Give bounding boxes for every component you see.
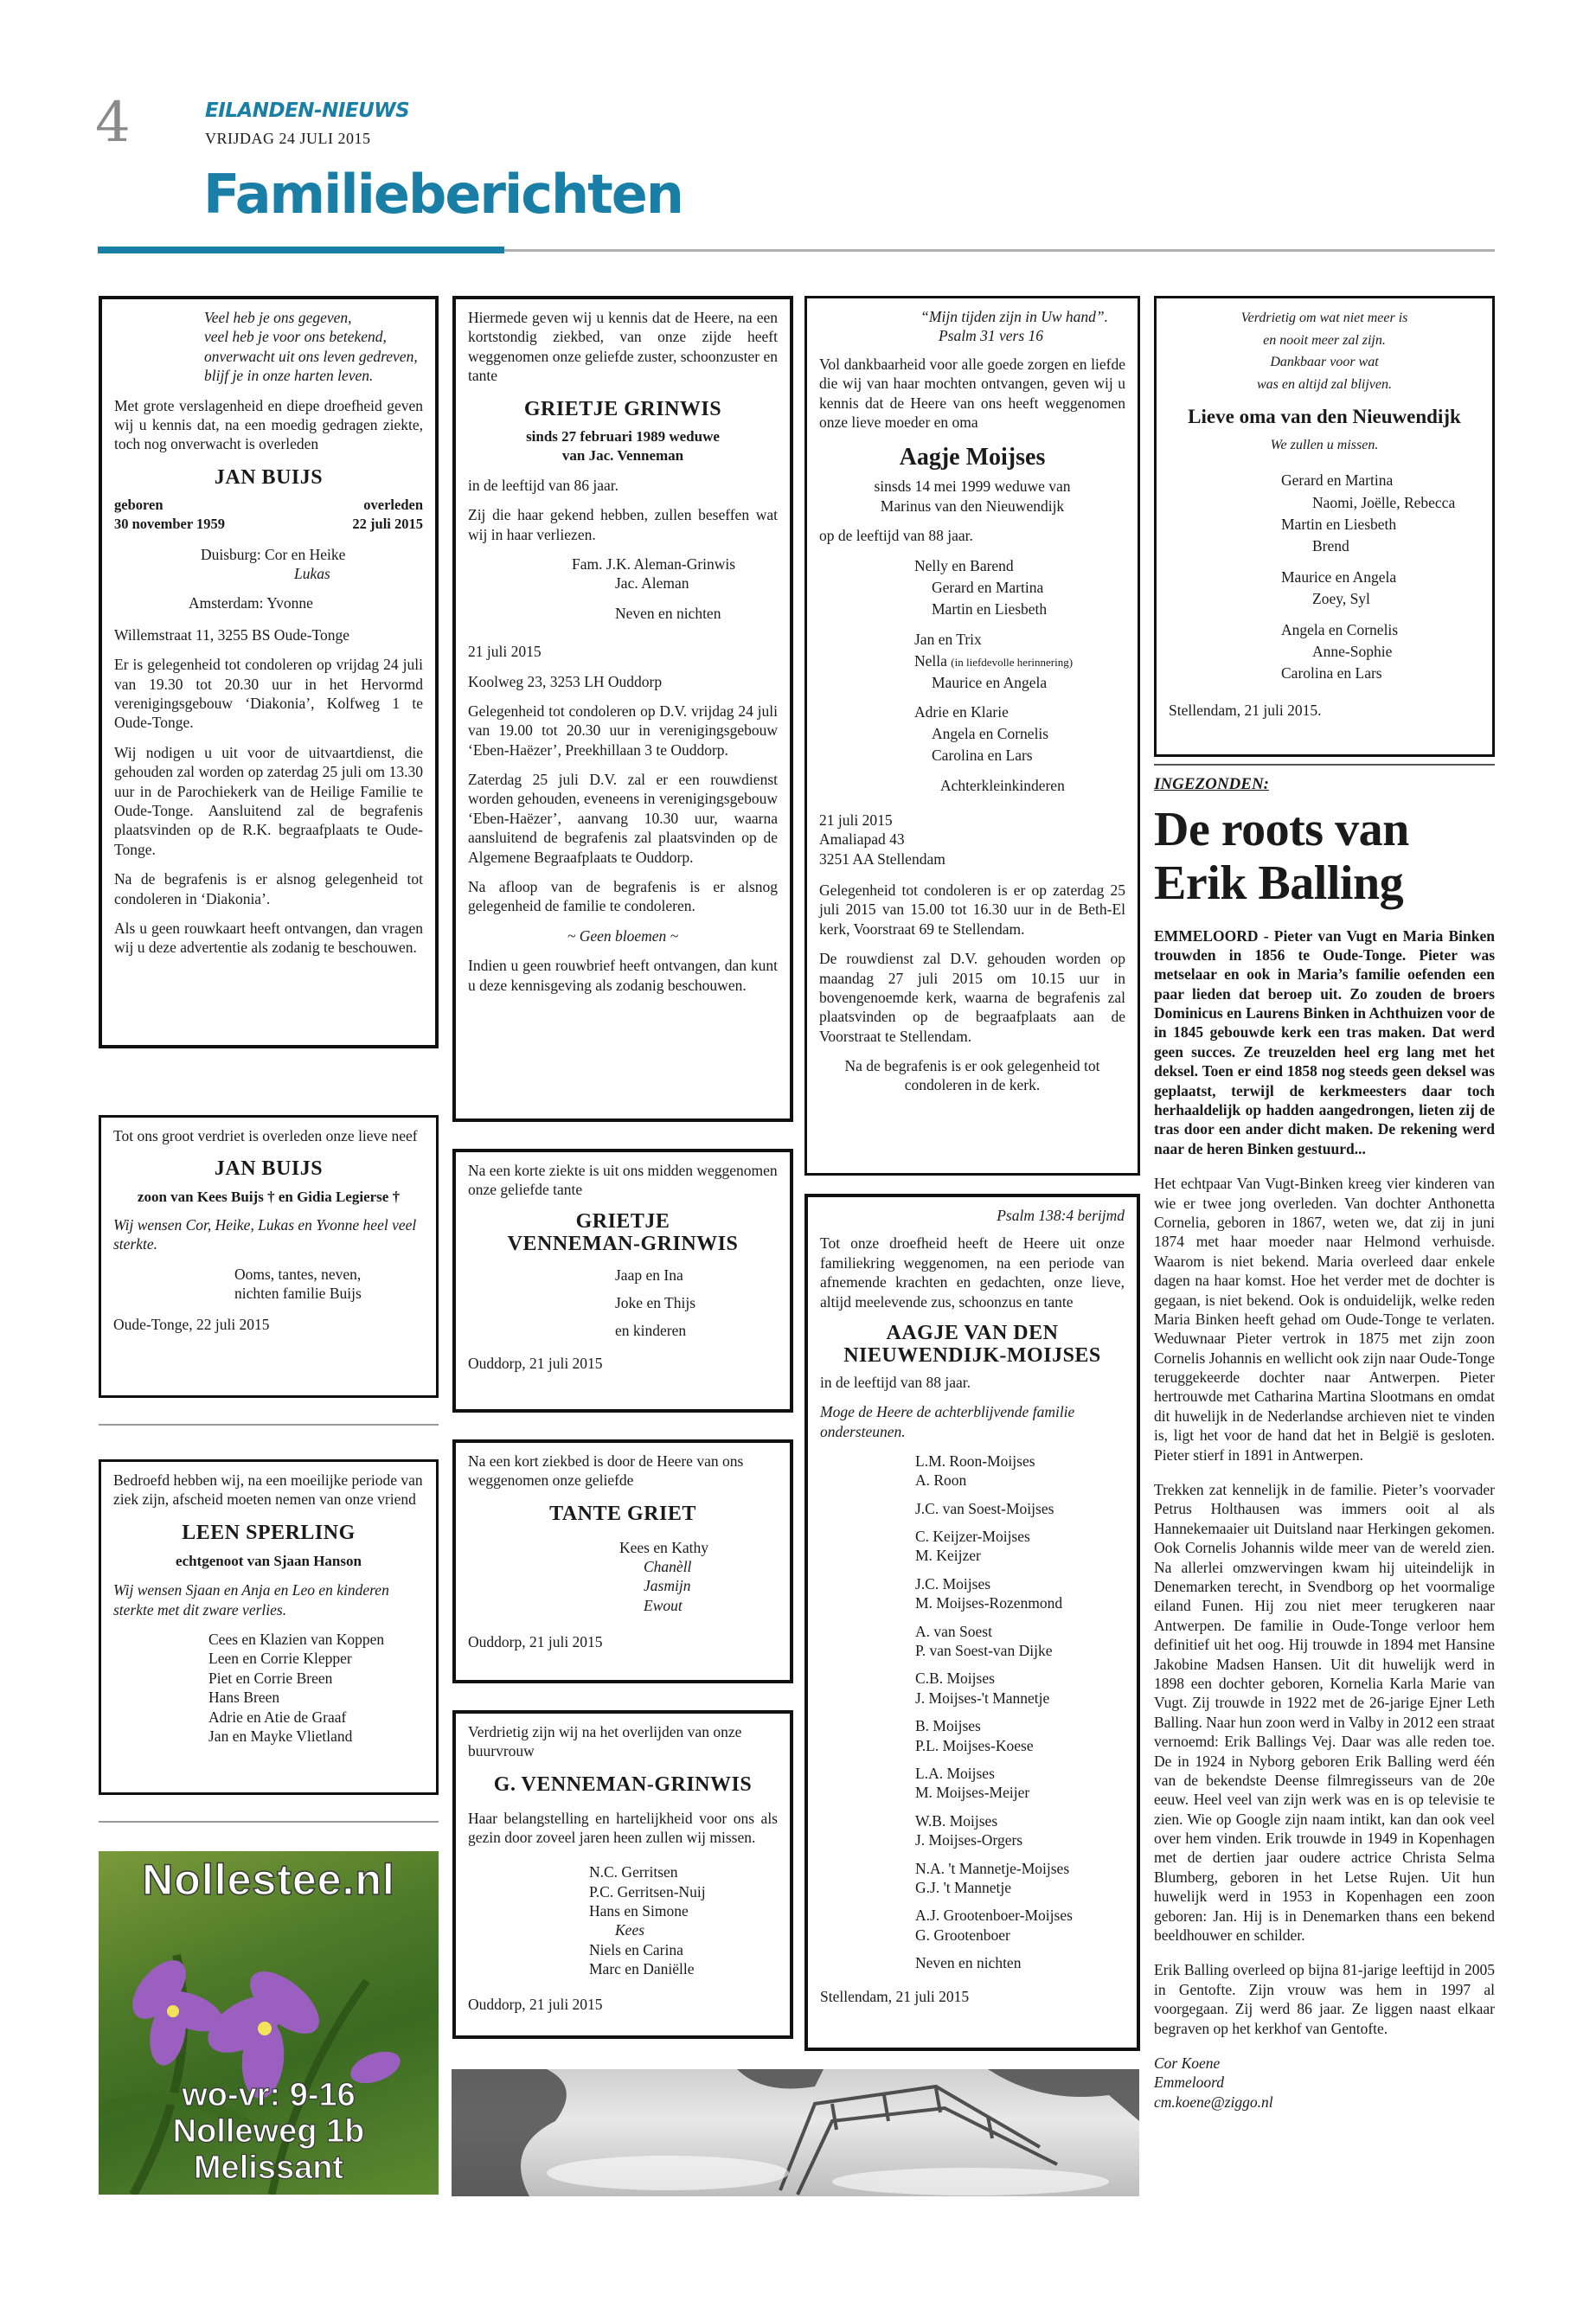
family-signature: Jaap en Ina Joke en Thijs en kinderen (615, 1266, 696, 1340)
deceased-name: TANTE GRIET (549, 1502, 696, 1525)
notice-text: Indien u geen rouwbrief heeft ontvangen, dan kunt u deze kennisgeving als zodanig beschouwen. (468, 957, 778, 994)
address: Willemstraat 11, 3255 BS Oude-Tonge (114, 625, 350, 644)
deceased-name: JAN BUIJS (214, 465, 324, 489)
deceased-name: LEEN SPERLING (182, 1521, 356, 1544)
deceased-name: G. VENNEMAN-GRINWIS (493, 1772, 753, 1796)
ad-title: Nollestee.nl (142, 1856, 395, 1904)
divider (99, 1424, 439, 1426)
address: Koolweg 23, 3253 LH Ouddorp (468, 672, 663, 690)
issue-date: VRIJDAG 24 JULI 2015 (205, 130, 371, 147)
signatories: L.M. Roon-Moijses A. Roon J.C. van Soest-Moijses C. Keijzer-Moijses M. Keijzer J.C. Moijses M. Moijses-Rozenmond A. van Soest P. van Soest-van Dijke C.B. Moijses J. Moijses-'t Mannetje B. Moijses P.L. Moijses-Koese L.A. Moijses M. Moijses-Meijer W.B. Moijses J. Moijses-Orgers N.A. 't Mannetje-Moijses G.J. 't Mannetje A.J. Grootenboer-Moijses G. Grootenboer Neven en nichten (915, 1452, 1073, 1972)
intro-text: Verdrietig zijn wij na het overlijden van onze buurvrouw (468, 1723, 742, 1760)
family-signature: Ooms, tantes, neven, nichten familie Buijs (234, 1265, 362, 1303)
deceased-name-2: NIEUWENDIJK-MOIJSES (843, 1344, 1101, 1368)
article-lead: EMMELOORD - Pieter van Vugt en Maria Binken trouwden in 1856 te Oude-Tonge. Pieter was metselaar en ook in Maria’s familie oefenden een paar lieden dat beroep uit. Zo zouden de broers Dominicus en Laurens Binken in Achthuizen voor de in 1845 gebouwde kerk een tras maken. Dat werd geen succes. Ze treuzelden heel erg lang met het deksel. Toen er eind 1858 nog steeds geen deksel was geplaatst, terwijl de kerkmeesters daar toch herhaaldelijk op hadden aangedrongen, lieten zij de tras door een ander dicht maken. De rekening werd naar de heren Binken gestuurd... (1154, 926, 1495, 1157)
dates-row: geboren 30 november 1959 overleden 22 juli 2015 (114, 497, 423, 532)
winter-landscape-photo (452, 2069, 1139, 2196)
obituary-grietje-grinwis (452, 296, 793, 1122)
remembrance-note: (in liefdevolle herinnering) (951, 655, 1074, 669)
place-date: Ouddorp, 21 juli 2015 (468, 1995, 603, 2013)
service-info: Zaterdag 25 juli D.V. zal er een rouwdienst worden gehouden, eveneens in verenigingsgebouw ‘Eben-Haëzer’, aanvang 10.30 uur, waarna aansluitend de begrafenis zal plaatsvinden op de Algemene Begraafplaats te Ouddorp. (468, 771, 778, 866)
widow-line-2: van Jac. Venneman (561, 447, 684, 465)
widow-line-1: sinds 27 februari 1989 weduwe (526, 428, 720, 445)
article-kicker: INGEZONDEN: (1154, 775, 1269, 793)
quote-reference: Psalm 31 vers 16 (938, 327, 1043, 345)
section-title: Familieberichten (203, 163, 683, 226)
masthead-logo: EILANDEN-NIEUWS (205, 99, 410, 122)
loss-text: Zij die haar gekend hebben, zullen beseffen wat wij in haar verliezen. (468, 506, 778, 543)
intro-text: Hiermede geven wij u kennis dat de Heere, na een kortstondig ziekbed, van onze zijde heeft weggenomen onze geliefde zuster, schoonzuster en tante (468, 309, 778, 385)
date-address: 21 juli 2015 Amaliapad 43 3251 AA Stellendam (819, 811, 945, 868)
age: in de leeftijd van 88 jaar. (820, 1373, 971, 1391)
intro-text: Tot ons groot verdriet is overleden onze lieve neef (113, 1127, 418, 1144)
no-flowers: ~ Geen bloemen ~ (567, 926, 679, 945)
obituary-tante-griet (452, 1439, 793, 1683)
intro-text: Tot onze droefheid heeft de Heere uit onze familiekring weggenomen, na een periode van afnemende krachten en gedachten, onze lieve, altijd meelevende zus, schoonzus en tante (820, 1234, 1125, 1311)
divider (99, 1821, 439, 1823)
place-date: Oude-Tonge, 22 juli 2015 (113, 1316, 270, 1334)
intro-text: Bedroefd hebben wij, na een moeilijke periode van ziek zijn, afscheid moeten nemen van onze vriend (113, 1471, 423, 1509)
after-funeral-info: Na afloop van de begrafenis is er alsnog gelegenheid de familie te condoleren. (468, 878, 778, 915)
signatories: N.C. Gerritsen P.C. Gerritsen-Nuij Hans en Simone Kees Niels en Carina Marc en Daniëlle (589, 1863, 706, 1978)
deceased-name: JAN BUIJS (214, 1157, 324, 1181)
message-text: Haar belangstelling en hartelijkheid voor ons als gezin door zoveel jaren heen zullen wij missen. (468, 1809, 778, 1846)
great-grandchildren: Achterkleinkinderen (940, 776, 1065, 794)
date: 21 juli 2015 (468, 643, 542, 661)
signatories: Cees en Klazien van Koppen Leen en Corrie Klepper Piet en Corrie Breen Hans Breen Adrie en Atie de Graaf Jan en Mayke Vlietland (208, 1631, 385, 1745)
intro-text: Vol dankbaarheid voor alle goede zorgen en liefde die wij van haar mochten ontvangen, geven wij u kennis dat de Heere van ons heeft weggenomen onze lieve moeder en oma (819, 355, 1125, 431)
obituary-aagje-van-den-nieuwendijk (804, 1194, 1140, 2051)
place-date: Stellendam, 21 juli 2015. (1169, 701, 1322, 719)
header-rule-accent (98, 247, 504, 253)
obituary-jan-buijs (99, 296, 439, 1048)
deceased-name-1: AAGJE VAN DEN (886, 1321, 1059, 1344)
dedication-title: Lieve oma van den Nieuwendijk (1188, 406, 1461, 428)
condolence-info: Gelegenheid tot condoleren op D.V. vrijdag 24 juli van 19.00 tot 20.30 uur in verenigingsgebouw ‘Eben-Haëzer’, Preekhillaan 3 te Ouddorp. (468, 702, 778, 759)
family-signature: Nelly en Barend Gerard en Martina Martin en Liesbeth Jan en Trix Nella (in liefdevolle herinnering) Maurice en Angela Adrie en Klarie Angela en Cornelis Carolina en Lars Achterkleinkinderen (819, 555, 1125, 796)
spouse: echtgenoot van Sjaan Hanson (176, 1552, 362, 1569)
deceased-name-2: VENNEMAN-GRINWIS (507, 1233, 739, 1256)
deceased-name: Aagje Moijses (899, 444, 1046, 471)
wish-text: Wij wensen Cor, Heike, Lukas en Yvonne heel veel sterkte. (113, 1215, 417, 1253)
quote: “Mijn tijden zijn in Uw hand”. (920, 308, 1108, 325)
family-amsterdam: Amsterdam: Yvonne (189, 594, 313, 612)
article-paragraph: Het echtpaar Van Vugt-Binken kreeg vier kinderen van wie er twee jong overleden. Van dochter Anthonetta Cornelia, geboren in 1867, weten we, dat zij in juni 1874 met haar moeder naar Helmond verhuisde. Waarom is niet bekend. Maria overleed daar enkele dagen na haar komst. Hoe het verder met de dochter is gegaan, is niet bekend. Ook is onduidelijk, welke reden Maria Binken heeft gehad om Oude-Tonge te verlaten. Weduwnaar Pieter vertrok in 1875 met zijn zoon Cornelis Johannis en wellicht ook zijn naar Oude-Tonge teruggekeerde dochter naar Antwerpen. Pieter hertrouwde met Catharina Martina Slootmans en omdat dit huwelijk in de Nederlandse archieven niet te vinden is, ligt het voor de hand dat het in België is gesloten. Pieter stierf in 1891 in Antwerpen. (1154, 1175, 1495, 1464)
after-funeral-info: Na de begrafenis is er ook gelegenheid tot condoleren in de kerk. (844, 1057, 1100, 1094)
deceased-name-1: GRIETJE (575, 1209, 670, 1233)
place-date: Ouddorp, 21 juli 2015 (468, 1633, 603, 1651)
poem: Verdrietig om wat niet meer is en nooit meer zal zijn. Dankbaar voor wat was en altijd zal blijven. (1240, 311, 1408, 392)
intro-text: Na een korte ziekte is uit ons midden weggenomen onze geliefde tante (468, 1162, 778, 1199)
intro-text: Na een kort ziekbed is door de Heere van ons weggenomen onze geliefde (468, 1452, 744, 1490)
service-info: De rouwdienst zal D.V. gehouden worden op maandag 27 juli 2015 om 10.15 uur in bovengenoemde kerk, waarna de begrafenis zal plaatsvinden op de begraafplaats aan de Voorstraat te Stellendam. (819, 950, 1125, 1045)
obituary-g-venneman-neighbours (452, 1710, 793, 2039)
after-funeral-info: Na de begrafenis is er alsnog gelegenheid tot condoleren in ‘Diakonia’. (114, 870, 423, 907)
notice-text: Als u geen rouwkaart heeft ontvangen, dan vragen wij u deze advertentie als zodanig te beschouwen. (114, 919, 423, 957)
obituary-grietje-venneman (452, 1149, 793, 1413)
parents: zoon van Kees Buijs † en Gidia Legierse † (137, 1189, 401, 1206)
place-date: Ouddorp, 21 juli 2015 (468, 1354, 603, 1372)
article-paragraph: Erik Balling overleed op bijna 81-jarige leeftijd in 2005 in Gentofte. Zijn vrouw was hem in 1997 al voorgegaan. Zij werd 86 jaar. Ze liggen naast elkaar begraven op het kerkhof van Gentofte. (1154, 1961, 1495, 2037)
wish-text: Moge de Heere de achterblijvende familie ondersteunen. (820, 1403, 1075, 1440)
divider (1154, 764, 1495, 766)
wish-text: Wij wensen Sjaan en Anja en Leo en kinderen sterkte met dit zware verlies. (113, 1581, 389, 1618)
funeral-info: Wij nodigen u uit voor de uitvaartdienst, die gehouden zal worden op zaterdag 25 juli om 13.30 uur in de Parochiekerk van de Heilige Familie te Oude-Tonge. Aansluitend zal de begrafenis plaatsvinden op de R.K. begraafplaats te Oude-Tonge. (114, 743, 423, 858)
family-signature: Fam. J.K. Aleman-Grinwis Jac. Aleman Neven en nichten (572, 554, 736, 622)
article-roots-erik-balling (1154, 774, 1495, 2112)
nollestee-advertisement (99, 1851, 439, 2195)
obituary-aagje-moijses (804, 296, 1140, 1176)
age: in de leeftijd van 86 jaar. (468, 476, 619, 494)
family-signature: Kees en Kathy Chanèll Jasmijn Ewout (619, 1538, 709, 1614)
page-number: 4 (95, 91, 131, 155)
intro-text: Met grote verslagenheid en diepe droefheid geven wij u kennis dat, na een moedig gedragen ziekte, toch nog onverwacht is overleden (114, 396, 423, 453)
article-paragraph: Trekken zat kennelijk in de familie. Pieter’s voorvader Petrus Holthausen was immers ooit al als Hannekemaaier uit Duitsland naar Herkingen gekomen. Ook Cornelis Johannis wilde meer van de wereld zien. Na allerlei omzwervingen kwam hij uiteindelijk in Denemarken terecht, in Svendborg op het voormalige eiland Funen. Hij zou niet meer terugkeren naar Antwerpen. De familie in Oude-Tonge verloor hem definitief uit het oog. Hij trouwde in 1894 met Hansine Jakobine Madsen Hansen. Uit dit huwelijk werd in 1898 een dochter geboren, Kornelia Karla Marie van Vugt. Zij trouwde in 1922 met de 26-jarige Ejner Leth Balling. Naar hun zoon werd in Valby in 2012 een straat vernoemd: Erik Ballings Vej. Daar was alle reden toe. De in 1924 in Nyborg geboren Erik Balling werd één van de bekendste Deense filmregisseurs van de 20e eeuw. Heel veel van zijn werk was en is op televisie te zien. Wie op Google zijn naam intikt, kan dan ook veel over hem vinden. Erik trouwde in 1949 in Kopenhagen met de dertien jaar oudere actrice Christa Selma Blumberg, geboren in het Letse Rujen. Uit hun huwelijk werd in 1953 in Kopenhagen een zoon geboren: Jan. Hij is in Denemarken thans een bekend beeldhouwer en schilder. (1154, 1481, 1495, 1945)
author-signature: Cor Koene Emmeloord cm.koene@ziggo.nl (1154, 2054, 1273, 2111)
place-date: Stellendam, 21 juli 2015 (820, 1987, 970, 2005)
age: op de leeftijd van 88 jaar. (819, 526, 973, 544)
ad-info: wo-vr: 9-16 Nolleweg 1b Melissant (172, 2077, 365, 2186)
article-headline: De roots van Erik Balling (1154, 803, 1409, 910)
header-rule (504, 249, 1495, 252)
deceased-name: GRIETJE GRINWIS (523, 397, 722, 420)
miss-text: We zullen u missen. (1270, 437, 1379, 452)
family-signature: Gerard en Martina Naomi, Joëlle, Rebecca Martin en Liesbeth Brend Maurice en Angela Zoey, Syl Angela en Cornelis Anne-Sophie Carolina en Lars (1281, 471, 1456, 683)
family-duisburg: Duisburg: Cor en Heike Lukas (201, 545, 346, 583)
condolence-info: Er is gelegenheid tot condoleren op vrijdag 24 juli van 19.30 tot 20.30 uur in het Hervormd verenigingsgebouw ‘Diakonia’, Kolfweg 1 te Oude-Tonge. (114, 656, 423, 732)
obituary-leen-sperling (99, 1459, 439, 1795)
widow-line-2: Marinus van den Nieuwendijk (880, 497, 1065, 515)
condolence-info: Gelegenheid tot condoleren is er op zaterdag 25 juli 2015 van 15.00 tot 16.30 uur in de Beth-El kerk, Voorstraat 69 te Stellendam. (819, 881, 1125, 938)
widow-line-1: sinsds 14 mei 1999 weduwe van (874, 478, 1071, 496)
psalm-reference: Psalm 138:4 berijmd (997, 1207, 1125, 1224)
in-memoriam-oma (1154, 296, 1495, 757)
poem: Veel heb je ons gegeven, veel heb je voor ons betekend, onverwacht uit ons leven gedreven, blijf je in onze harten leven. (204, 309, 418, 385)
obituary-jan-buijs-nephew (99, 1115, 439, 1398)
